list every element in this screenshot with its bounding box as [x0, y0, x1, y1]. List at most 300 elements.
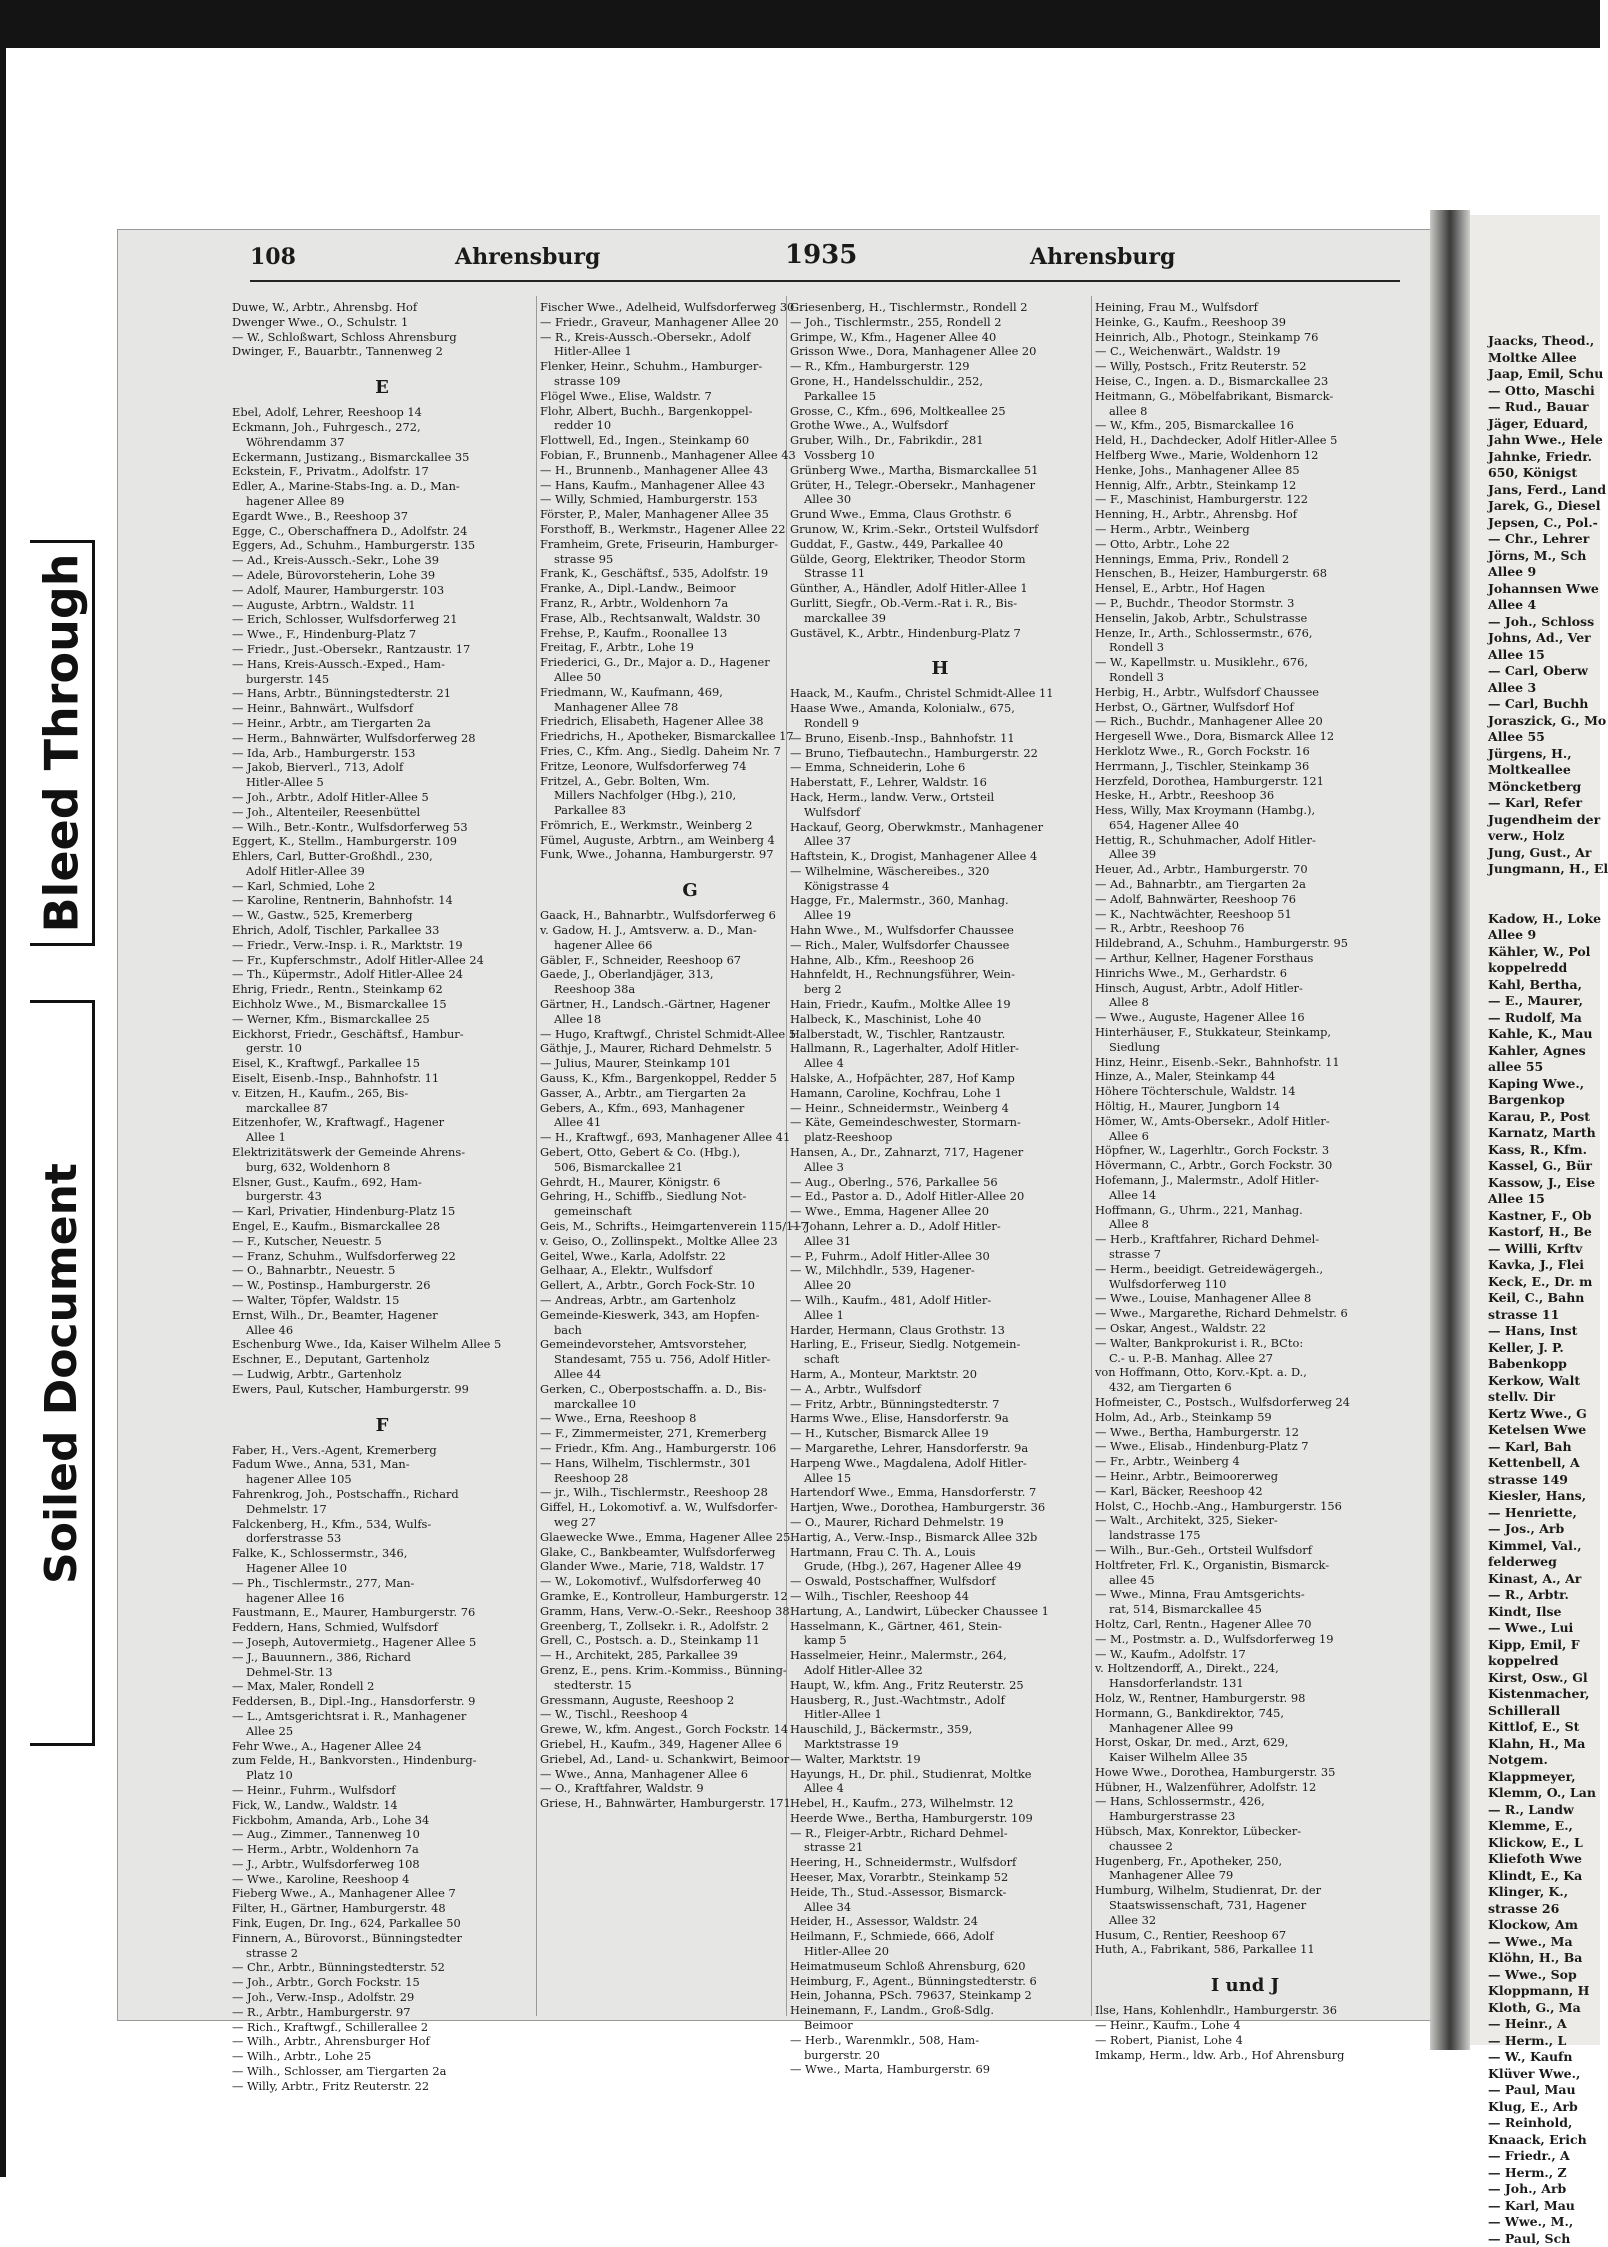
directory-entry: Gebers, A., Kfm., 693, Manhagener: [540, 1101, 840, 1116]
facing-page-entry: — Wwe., Ma: [1470, 1934, 1608, 1951]
entry-continuation: Hamburgerstrasse 23: [1095, 1809, 1395, 1824]
directory-entry: — Willy, Postsch., Fritz Reuterstr. 52: [1095, 359, 1395, 374]
directory-entry: Fink, Eugen, Dr. Ing., 624, Parkallee 50: [232, 1916, 532, 1931]
entry-continuation: Manhagener Allee 99: [1095, 1721, 1395, 1736]
entry-continuation: Wulfsdorf: [790, 805, 1090, 820]
facing-page-entry: koppelredd: [1470, 960, 1608, 977]
facing-page-entry: — E., Maurer,: [1470, 993, 1608, 1010]
directory-entry: — Jakob, Bierverl., 713, Adolf: [232, 760, 532, 775]
entry-continuation: Allee 50: [540, 670, 840, 685]
entry-continuation: Allee 20: [790, 1278, 1090, 1293]
directory-entry: Hinze, A., Maler, Steinkamp 44: [1095, 1069, 1395, 1084]
facing-page-entry: allee 55: [1470, 1059, 1608, 1076]
facing-page-entry: Jungmann, H., El: [1470, 861, 1608, 878]
entry-continuation: C.- u. P.-B. Manhag. Allee 27: [1095, 1351, 1395, 1366]
facing-page-entry: Klahn, H., Ma: [1470, 1736, 1608, 1753]
facing-page-entry: strasse 11: [1470, 1307, 1608, 1324]
facing-page-entry: Kastner, F., Ob: [1470, 1208, 1608, 1225]
directory-entry: — Wilh., Schlosser, am Tiergarten 2a: [232, 2064, 532, 2079]
directory-entry: — W., Milchhdlr., 539, Hagener-: [790, 1263, 1090, 1278]
directory-entry: Humburg, Wilhelm, Studienrat, Dr. der: [1095, 1883, 1395, 1898]
directory-entry: zum Felde, H., Bankvorsten., Hindenburg-: [232, 1753, 532, 1768]
directory-entry: Haftstein, K., Drogist, Manhagener Allee 4: [790, 849, 1090, 864]
soiled-document-tab: [30, 1000, 95, 1746]
directory-entry: Hensel, E., Arbtr., Hof Hagen: [1095, 581, 1395, 596]
directory-entry: — Julius, Maurer, Steinkamp 101: [540, 1056, 840, 1071]
directory-entry: Hergesell Wwe., Dora, Bismarck Allee 12: [1095, 729, 1395, 744]
directory-entry: Gasser, A., Arbtr., am Tiergarten 2a: [540, 1086, 840, 1101]
directory-entry: — Hans, Kaufm., Manhagener Allee 43: [540, 478, 840, 493]
directory-entry: — Franz, Schuhm., Wulfsdorferweg 22: [232, 1249, 532, 1264]
directory-entry: Hain, Friedr., Kaufm., Moltke Allee 19: [790, 997, 1090, 1012]
directory-entry: Eisel, K., Kraftwgf., Parkallee 15: [232, 1056, 532, 1071]
directory-entry: Ehrich, Adolf, Tischler, Parkallee 33: [232, 923, 532, 938]
directory-entry: Gülde, Georg, Elektriker, Theodor Storm: [790, 552, 1090, 567]
facing-page-entry: Kinast, A., Ar: [1470, 1571, 1608, 1588]
directory-entry: — Herm., beeidigt. Getreidewägergeh.,: [1095, 1262, 1395, 1277]
directory-entry: Heise, C., Ingen. a. D., Bismarckallee 23: [1095, 374, 1395, 389]
directory-entry: Hinsch, August, Arbtr., Adolf Hitler-: [1095, 981, 1395, 996]
directory-column-4: [1095, 300, 1395, 2062]
facing-page-entry: Allee 9: [1470, 927, 1608, 944]
directory-entry: — Hugo, Kraftwgf., Christel Schmidt-Allee 5: [540, 1027, 840, 1042]
facing-page-entry: — Carl, Buchh: [1470, 696, 1608, 713]
entry-continuation: marckallee 87: [232, 1101, 532, 1116]
facing-page-entry: Kittlof, E., St: [1470, 1719, 1608, 1736]
facing-page-entry: Johns, Ad., Ver: [1470, 630, 1608, 647]
directory-entry: — Otto, Arbtr., Lohe 22: [1095, 537, 1395, 552]
directory-entry: — J., Bauunnern., 386, Richard: [232, 1650, 532, 1665]
facing-page-entry: Kimmel, Val.,: [1470, 1538, 1608, 1555]
facing-page-entry: Kloth, G., Ma: [1470, 2000, 1608, 2017]
directory-entry: — W., Kapellmstr. u. Musiklehr., 676,: [1095, 655, 1395, 670]
directory-entry: Ebel, Adolf, Lehrer, Reeshoop 14: [232, 405, 532, 420]
directory-entry: Hofemann, J., Malermstr., Adolf Hitler-: [1095, 1173, 1395, 1188]
directory-entry: Günther, A., Händler, Adolf Hitler-Allee 1: [790, 581, 1090, 596]
facing-page-entry: — Hans, Inst: [1470, 1323, 1608, 1340]
directory-entry: Heining, Frau M., Wulfsdorf: [1095, 300, 1395, 315]
facing-page-entry: Jörns, M., Sch: [1470, 548, 1608, 565]
directory-entry: Haberstatt, F., Lehrer, Waldstr. 16: [790, 775, 1090, 790]
directory-entry: Gustävel, K., Arbtr., Hindenburg-Platz 7: [790, 626, 1090, 641]
facing-page-entry: Kahler, Agnes: [1470, 1043, 1608, 1060]
directory-entry: Franke, A., Dipl.-Landw., Beimoor: [540, 581, 840, 596]
entry-continuation: Allee 34: [790, 1900, 1090, 1915]
entry-continuation: kamp 5: [790, 1633, 1090, 1648]
directory-entry: Gebert, Otto, Gebert & Co. (Hbg.),: [540, 1145, 840, 1160]
directory-entry: Hess, Willy, Max Kroymann (Hambg.),: [1095, 803, 1395, 818]
facing-page-entry: Kistenmacher,: [1470, 1686, 1608, 1703]
directory-entry: Haase Wwe., Amanda, Kolonialw., 675,: [790, 701, 1090, 716]
directory-entry: — Karl, Privatier, Hindenburg-Platz 15: [232, 1204, 532, 1219]
entry-continuation: Allee 18: [540, 1012, 840, 1027]
directory-entry: Filter, H., Gärtner, Hamburgerstr. 48: [232, 1901, 532, 1916]
facing-page-entry: Allee 15: [1470, 1191, 1608, 1208]
directory-entry: Heider, H., Assessor, Waldstr. 24: [790, 1914, 1090, 1929]
directory-entry: — Wwe., Bertha, Hamburgerstr. 12: [1095, 1425, 1395, 1440]
directory-entry: Held, H., Dachdecker, Adolf Hitler-Allee 5: [1095, 433, 1395, 448]
directory-entry: Hübner, H., Walzenführer, Adolfstr. 12: [1095, 1780, 1395, 1795]
directory-entry: — Friedr., Verw.-Insp. i. R., Marktstr. 19: [232, 938, 532, 953]
directory-entry: Fischer Wwe., Adelheid, Wulfsdorferweg 30: [540, 300, 840, 315]
facing-page-entry: Kirst, Osw., Gl: [1470, 1670, 1608, 1687]
directory-entry: v. Eitzen, H., Kaufm., 265, Bis-: [232, 1086, 532, 1101]
directory-entry: Hartjen, Wwe., Dorothea, Hamburgerstr. 36: [790, 1500, 1090, 1515]
facing-page-entry: — Wwe., Lui: [1470, 1620, 1608, 1637]
directory-entry: Herklotz Wwe., R., Gorch Fockstr. 16: [1095, 744, 1395, 759]
directory-entry: Holtfreter, Frl. K., Organistin, Bismarck-: [1095, 1558, 1395, 1573]
entry-continuation: Hitler-Allee 1: [790, 1707, 1090, 1722]
facing-page-entry: felderweg: [1470, 1554, 1608, 1571]
facing-page-entry: Kastorf, H., Be: [1470, 1224, 1608, 1241]
directory-entry: — W., Postinsp., Hamburgerstr. 26: [232, 1278, 532, 1293]
directory-entry: Harpeng Wwe., Magdalena, Adolf Hitler-: [790, 1456, 1090, 1471]
directory-entry: — J., Arbtr., Wulfsdorferweg 108: [232, 1857, 532, 1872]
entry-continuation: Allee 19: [790, 908, 1090, 923]
directory-entry: Harm, A., Monteur, Marktstr. 20: [790, 1367, 1090, 1382]
directory-entry: Gressmann, Auguste, Reeshoop 2: [540, 1693, 840, 1708]
section-letter: G: [540, 878, 840, 904]
directory-entry: Fritzel, A., Gebr. Bolten, Wm.: [540, 774, 840, 789]
directory-entry: Hennings, Emma, Priv., Rondell 2: [1095, 552, 1395, 567]
directory-entry: Fick, W., Landw., Waldstr. 14: [232, 1798, 532, 1813]
entry-continuation: Parkallee 15: [790, 389, 1090, 404]
directory-entry: — Wilh., Tischler, Reeshoop 44: [790, 1589, 1090, 1604]
directory-entry: Hackauf, Georg, Oberwkmstr., Manhagener: [790, 820, 1090, 835]
directory-entry: Friedmann, W., Kaufmann, 469,: [540, 685, 840, 700]
directory-entry: — Walt., Architekt, 325, Sieker-: [1095, 1513, 1395, 1528]
facing-page-entry: — Chr., Lehrer: [1470, 531, 1608, 548]
entry-continuation: Allee 1: [232, 1130, 532, 1145]
directory-entry: Grosse, C., Kfm., 696, Moltkeallee 25: [790, 404, 1090, 419]
directory-entry: Hennig, Alfr., Arbtr., Steinkamp 12: [1095, 478, 1395, 493]
entry-continuation: platz-Reeshoop: [790, 1130, 1090, 1145]
entry-continuation: Grude, (Hbg.), 267, Hagener Allee 49: [790, 1559, 1090, 1574]
directory-entry: — Wwe., Marta, Hamburgerstr. 69: [790, 2062, 1090, 2077]
directory-entry: — Rich., Maler, Wulfsdorfer Chaussee: [790, 938, 1090, 953]
directory-entry: — Hans, Schlossermstr., 426,: [1095, 1794, 1395, 1809]
directory-entry: — Herb., Kraftfahrer, Richard Dehmel-: [1095, 1232, 1395, 1247]
scanner-left-border: [0, 48, 6, 2177]
directory-entry: — Karoline, Rentnerin, Bahnhofstr. 14: [232, 893, 532, 908]
directory-entry: — Hans, Kreis-Aussch.-Exped., Ham-: [232, 657, 532, 672]
directory-entry: Gehring, H., Schiffb., Siedlung Not-: [540, 1189, 840, 1204]
directory-entry: — Wwe., Elisab., Hindenburg-Platz 7: [1095, 1439, 1395, 1454]
facing-page-entry: Karau, P., Post: [1470, 1109, 1608, 1126]
directory-entry: — Oskar, Angest., Waldstr. 22: [1095, 1321, 1395, 1336]
directory-entry: Flottwell, Ed., Ingen., Steinkamp 60: [540, 433, 840, 448]
directory-entry: — Adolf, Bahnwärter, Reeshoop 76: [1095, 892, 1395, 907]
entry-continuation: Adolf Hitler-Allee 39: [232, 864, 532, 879]
scan-mark: [1300, 48, 1348, 198]
entry-continuation: Reeshoop 28: [540, 1471, 840, 1486]
entry-continuation: Hansdorferlandstr. 131: [1095, 1676, 1395, 1691]
directory-entry: Höltig, H., Maurer, Jungborn 14: [1095, 1099, 1395, 1114]
facing-page-entry: Klindt, E., Ka: [1470, 1868, 1608, 1885]
spacer: [790, 640, 1090, 650]
directory-entry: Heering, H., Schneidermstr., Wulfsdorf: [790, 1855, 1090, 1870]
directory-entry: Ilse, Hans, Kohlenhdlr., Hamburgerstr. 36: [1095, 2003, 1395, 2018]
directory-entry: — Rich., Buchdr., Manhagener Allee 20: [1095, 714, 1395, 729]
directory-entry: Gaack, H., Bahnarbtr., Wulfsdorferweg 6: [540, 908, 840, 923]
header-year: 1935: [785, 240, 857, 270]
directory-entry: Ewers, Paul, Kutscher, Hamburgerstr. 99: [232, 1382, 532, 1397]
entry-continuation: Dehmel-Str. 13: [232, 1665, 532, 1680]
directory-entry: Husum, C., Rentier, Reeshoop 67: [1095, 1928, 1395, 1943]
directory-entry: — Heinr., Arbtr., am Tiergarten 2a: [232, 716, 532, 731]
directory-entry: — Bruno, Eisenb.-Insp., Bahnhofstr. 11: [790, 731, 1090, 746]
directory-entry: Framheim, Grete, Friseurin, Hamburger-: [540, 537, 840, 552]
facing-page-entry: — Karl, Bah: [1470, 1439, 1608, 1456]
directory-entry: — W., Gastw., 525, Kremerberg: [232, 908, 532, 923]
facing-page-entry: Kähler, W., Pol: [1470, 944, 1608, 961]
entry-continuation: Adolf Hitler-Allee 32: [790, 1663, 1090, 1678]
facing-page-entry: — Carl, Oberw: [1470, 663, 1608, 680]
directory-entry: Hagge, Fr., Malermstr., 360, Manhag.: [790, 893, 1090, 908]
directory-entry: Finnern, A., Bürovorst., Bünningstedter: [232, 1931, 532, 1946]
directory-entry: Hack, Herm., landw. Verw., Ortsteil: [790, 790, 1090, 805]
soiled-document-label: Soiled Document: [36, 1163, 87, 1584]
directory-entry: — Karl, Schmied, Lohe 2: [232, 879, 532, 894]
directory-entry: — Aug., Zimmer., Tannenweg 10: [232, 1827, 532, 1842]
facing-page-entry: Jürgens, H.,: [1470, 746, 1608, 763]
facing-page-entry: — Otto, Maschi: [1470, 383, 1608, 400]
directory-entry: Engel, E., Kaufm., Bismarckallee 28: [232, 1219, 532, 1234]
facing-page-entry: Keller, J. P.: [1470, 1340, 1608, 1357]
directory-entry: Heinke, G., Kaufm., Reeshoop 39: [1095, 315, 1395, 330]
directory-entry: Hofmeister, C., Postsch., Wulfsdorferweg 24: [1095, 1395, 1395, 1410]
facing-page-entry: Allee 4: [1470, 597, 1608, 614]
directory-entry: — P., Buchdr., Theodor Stormstr. 3: [1095, 596, 1395, 611]
directory-entry: Gauss, K., Kfm., Bargenkoppel, Redder 5: [540, 1071, 840, 1086]
facing-page-entry: Jugendheim der: [1470, 812, 1608, 829]
directory-entry: — Johann, Lehrer a. D., Adolf Hitler-: [790, 1219, 1090, 1234]
directory-entry: Hormann, G., Bankdirektor, 745,: [1095, 1706, 1395, 1721]
facing-page-entry: Klickow, E., L: [1470, 1835, 1608, 1852]
directory-entry: — Heinr., Kaufm., Lohe 4: [1095, 2018, 1395, 2033]
facing-page-entry: Kaping Wwe.,: [1470, 1076, 1608, 1093]
directory-entry: — Wwe., Minna, Frau Amtsgerichts-: [1095, 1587, 1395, 1602]
entry-continuation: Dehmelstr. 17: [232, 1502, 532, 1517]
directory-entry: Fümel, Auguste, Arbtrn., am Weinberg 4: [540, 833, 840, 848]
facing-page: [1470, 215, 1600, 2045]
directory-entry: Hasselmann, K., Gärtner, 461, Stein-: [790, 1619, 1090, 1634]
section-letter: H: [790, 656, 1090, 682]
directory-entry: Grenz, E., pens. Krim.-Kommiss., Bünning-: [540, 1663, 840, 1678]
facing-page-entry: Klemme, E.,: [1470, 1818, 1608, 1835]
directory-entry: — Oswald, Postschaffner, Wulfsdorf: [790, 1574, 1090, 1589]
directory-entry: — Käte, Gemeindeschwester, Stormarn-: [790, 1115, 1090, 1130]
directory-entry: — Ludwig, Arbtr., Gartenholz: [232, 1367, 532, 1382]
directory-entry: — R., Arbtr., Reeshoop 76: [1095, 921, 1395, 936]
entry-continuation: bach: [540, 1323, 840, 1338]
directory-entry: Hahne, Alb., Kfm., Reeshoop 26: [790, 953, 1090, 968]
directory-entry: — W., Lokomotivf., Wulfsdorferweg 40: [540, 1574, 840, 1589]
directory-entry: — Auguste, Arbtrn., Waldstr. 11: [232, 598, 532, 613]
entry-continuation: Allee 39: [1095, 847, 1395, 862]
directory-entry: Hoffmann, G., Uhrm., 221, Manhag.: [1095, 1203, 1395, 1218]
directory-entry: Ernst, Wilh., Dr., Beamter, Hagener: [232, 1308, 532, 1323]
entry-continuation: Hitler-Allee 1: [540, 344, 840, 359]
facing-page-entry: Kiesler, Hans,: [1470, 1488, 1608, 1505]
directory-entry: Glander Wwe., Marie, 718, Waldstr. 17: [540, 1559, 840, 1574]
facing-page-entry: Moltkeallee: [1470, 762, 1608, 779]
facing-page-entry: stellv. Dir: [1470, 1389, 1608, 1406]
directory-entry: — Wwe., Erna, Reeshoop 8: [540, 1411, 840, 1426]
directory-entry: Flenker, Heinr., Schuhm., Hamburger-: [540, 359, 840, 374]
directory-entry: — F., Zimmermeister, 271, Kremerberg: [540, 1426, 840, 1441]
facing-page-entry: Knaack, Erich: [1470, 2132, 1608, 2149]
directory-entry: Hebel, H., Kaufm., 273, Wilhelmstr. 12: [790, 1796, 1090, 1811]
directory-entry: — Friedr., Graveur, Manhagener Allee 20: [540, 315, 840, 330]
directory-entry: — O., Kraftfahrer, Waldstr. 9: [540, 1781, 840, 1796]
facing-page-entry: Ketelsen Wwe: [1470, 1422, 1608, 1439]
facing-page-entry: koppelred: [1470, 1653, 1608, 1670]
directory-entry: — Joh., Tischlermstr., 255, Rondell 2: [790, 315, 1090, 330]
directory-entry: Huth, A., Fabrikant, 586, Parkallee 11: [1095, 1942, 1395, 1957]
directory-entry: Heske, H., Arbtr., Reeshoop 36: [1095, 788, 1395, 803]
directory-entry: Faustmann, E., Maurer, Hamburgerstr. 76: [232, 1605, 532, 1620]
entry-continuation: weg 27: [540, 1515, 840, 1530]
directory-entry: Geis, M., Schrifts., Heimgartenverein 115/117: [540, 1219, 840, 1234]
directory-entry: Hartmann, Frau C. Th. A., Louis: [790, 1545, 1090, 1560]
entry-continuation: Allee 14: [1095, 1188, 1395, 1203]
facing-page-entry: Klappmeyer,: [1470, 1769, 1608, 1786]
directory-entry: — Karl, Bäcker, Reeshoop 42: [1095, 1484, 1395, 1499]
facing-page-entry: Johannsen Wwe: [1470, 581, 1608, 598]
facing-page-entry: Jaacks, Theod.,: [1470, 333, 1608, 350]
directory-entry: Eckermann, Justizang., Bismarckallee 35: [232, 450, 532, 465]
directory-entry: Falke, K., Schlossermstr., 346,: [232, 1546, 532, 1561]
facing-page-entry: Kass, R., Kfm.: [1470, 1142, 1608, 1159]
directory-entry: — Joh., Verw.-Insp., Adolfstr. 29: [232, 1990, 532, 2005]
directory-entry: Gärtner, H., Landsch.-Gärtner, Hagener: [540, 997, 840, 1012]
entry-continuation: burg, 632, Woldenhorn 8: [232, 1160, 532, 1175]
facing-page-entry: — Friedr., A: [1470, 2148, 1608, 2165]
entry-continuation: Vossberg 10: [790, 448, 1090, 463]
directory-entry: Grunow, W., Krim.-Sekr., Ortsteil Wulfsdorf: [790, 522, 1090, 537]
entry-continuation: Allee 4: [790, 1781, 1090, 1796]
directory-entry: Glaewecke Wwe., Emma, Hagener Allee 25: [540, 1530, 840, 1545]
directory-entry: Eiselt, Eisenb.-Insp., Bahnhofstr. 11: [232, 1071, 532, 1086]
directory-entry: Glake, C., Bankbeamter, Wulfsdorferweg: [540, 1545, 840, 1560]
directory-entry: — Ph., Tischlermstr., 277, Man-: [232, 1576, 532, 1591]
directory-entry: — Chr., Arbtr., Bünningstedterstr. 52: [232, 1960, 532, 1975]
facing-page-entry: — Rud., Bauar: [1470, 399, 1608, 416]
directory-entry: Eschenburg Wwe., Ida, Kaiser Wilhelm Allee 5: [232, 1337, 532, 1352]
directory-entry: Gemeindevorsteher, Amtsvorsteher,: [540, 1337, 840, 1352]
facing-page-entry: Klemm, O., Lan: [1470, 1785, 1608, 1802]
directory-entry: Eitzenhofer, W., Kraftwagf., Hagener: [232, 1115, 532, 1130]
directory-entry: Heimburg, F., Agent., Bünningstedterstr. 6: [790, 1974, 1090, 1989]
facing-page-entry: — Karl, Mau: [1470, 2198, 1608, 2215]
directory-entry: Gemeinde-Kieswerk, 343, am Hopfen-: [540, 1308, 840, 1323]
directory-entry: Eckstein, F., Privatm., Adolfstr. 17: [232, 464, 532, 479]
book-gutter: [1430, 210, 1470, 2050]
directory-entry: — Max, Maler, Rondell 2: [232, 1679, 532, 1694]
directory-entry: Falckenberg, H., Kfm., 534, Wulfs-: [232, 1517, 532, 1532]
facing-page-entry: Kertz Wwe., G: [1470, 1406, 1608, 1423]
entry-continuation: Reeshoop 38a: [540, 982, 840, 997]
directory-entry: Grewe, W., kfm. Angest., Gorch Fockstr. 14: [540, 1722, 840, 1737]
entry-continuation: Staatswissenschaft, 731, Hagener: [1095, 1898, 1395, 1913]
directory-entry: Friedrichs, H., Apotheker, Bismarckallee 17: [540, 729, 840, 744]
entry-continuation: marckallee 39: [790, 611, 1090, 626]
directory-entry: — Adele, Bürovorsteherin, Lohe 39: [232, 568, 532, 583]
directory-entry: Flögel Wwe., Elise, Waldstr. 7: [540, 389, 840, 404]
facing-page-entry: — R., Arbtr.: [1470, 1587, 1608, 1604]
directory-entry: Hauschild, J., Bäckermstr., 359,: [790, 1722, 1090, 1737]
facing-page-entry: Klinger, K.,: [1470, 1884, 1608, 1901]
directory-entry: — Willy, Arbtr., Fritz Reuterstr. 22: [232, 2079, 532, 2094]
bleed-through-tab: [30, 540, 95, 946]
directory-entry: — Wwe., Louise, Manhagener Allee 8: [1095, 1291, 1395, 1306]
directory-entry: — P., Fuhrm., Adolf Hitler-Allee 30: [790, 1249, 1090, 1264]
directory-entry: Förster, P., Maler, Manhagener Allee 35: [540, 507, 840, 522]
directory-entry: — F., Kutscher, Neuestr. 5: [232, 1234, 532, 1249]
directory-entry: Höhere Töchterschule, Waldstr. 14: [1095, 1084, 1395, 1099]
directory-entry: — Joh., Arbtr., Gorch Fockstr. 15: [232, 1975, 532, 1990]
directory-entry: Gramm, Hans, Verw.-O.-Sekr., Reeshoop 38: [540, 1604, 840, 1619]
entry-continuation: hagener Allee 66: [540, 938, 840, 953]
directory-entry: — Willy, Schmied, Hamburgerstr. 153: [540, 492, 840, 507]
directory-entry: — W., Tischl., Reeshoop 4: [540, 1707, 840, 1722]
facing-page-entry: — Herm., L: [1470, 2033, 1608, 2050]
directory-entry: — Fritz, Arbtr., Bünningstedterstr. 7: [790, 1397, 1090, 1412]
directory-entry: Forsthoff, B., Werkmstr., Hagener Allee 22: [540, 522, 840, 537]
entry-continuation: landstrasse 175: [1095, 1528, 1395, 1543]
entry-continuation: Kaiser Wilhelm Allee 35: [1095, 1750, 1395, 1765]
directory-entry: Fahrenkrog, Joh., Postschaffn., Richard: [232, 1487, 532, 1502]
directory-entry: Gäthje, J., Maurer, Richard Dehmelstr. 5: [540, 1041, 840, 1056]
section-letter: I und J: [1095, 1973, 1395, 1999]
directory-entry: — Arthur, Kellner, Hagener Forsthaus: [1095, 951, 1395, 966]
directory-entry: Dwenger Wwe., O., Schulstr. 1: [232, 315, 532, 330]
directory-entry: Egardt Wwe., B., Reeshoop 37: [232, 509, 532, 524]
directory-entry: Grothe Wwe., A., Wulfsdorf: [790, 418, 1090, 433]
entry-continuation: Millers Nachfolger (Hbg.), 210,: [540, 788, 840, 803]
directory-entry: Fieberg Wwe., A., Manhagener Allee 7: [232, 1886, 532, 1901]
facing-page-entry: Allee 9: [1470, 564, 1608, 581]
directory-entry: Haupt, W., kfm. Ang., Fritz Reuterstr. 25: [790, 1678, 1090, 1693]
entry-continuation: chaussee 2: [1095, 1839, 1395, 1854]
directory-entry: Grünberg Wwe., Martha, Bismarckallee 51: [790, 463, 1090, 478]
entry-continuation: Parkallee 83: [540, 803, 840, 818]
column-rule: [536, 296, 537, 2016]
directory-entry: Herbst, O., Gärtner, Wulfsdorf Hof: [1095, 700, 1395, 715]
directory-entry: Hettig, R., Schuhmacher, Adolf Hitler-: [1095, 833, 1395, 848]
facing-page-entry: Jäger, Eduard,: [1470, 416, 1608, 433]
facing-page-entry: Möncketberg: [1470, 779, 1608, 796]
directory-entry: Hartung, A., Landwirt, Lübecker Chaussee 1: [790, 1604, 1090, 1619]
directory-entry: Gelhaar, A., Elektr., Wulfsdorf: [540, 1263, 840, 1278]
directory-entry: — Heinr., Fuhrm., Wulfsdorf: [232, 1783, 532, 1798]
entry-continuation: Hitler-Allee 5: [232, 775, 532, 790]
facing-page-entry: [1470, 878, 1608, 895]
directory-entry: Grone, H., Handelsschuldir., 252,: [790, 374, 1090, 389]
directory-entry: — Wilh., Arbtr., Ahrensburger Hof: [232, 2034, 532, 2049]
directory-entry: Heilmann, F., Schmiede, 666, Adolf: [790, 1929, 1090, 1944]
directory-entry: — Joseph, Autovermietg., Hagener Allee 5: [232, 1635, 532, 1650]
directory-entry: — Wwe., Auguste, Hagener Allee 16: [1095, 1010, 1395, 1025]
directory-entry: — Fr., Kupferschmstr., Adolf Hitler-Allee 24: [232, 953, 532, 968]
entry-continuation: Allee 8: [1095, 1217, 1395, 1232]
section-letter: F: [232, 1413, 532, 1439]
entry-continuation: strasse 7: [1095, 1247, 1395, 1262]
facing-page-entry: — Henriette,: [1470, 1505, 1608, 1522]
directory-entry: — Joh., Altenteiler, Reesenbüttel: [232, 805, 532, 820]
directory-entry: Hamann, Caroline, Kochfrau, Lohe 1: [790, 1086, 1090, 1101]
